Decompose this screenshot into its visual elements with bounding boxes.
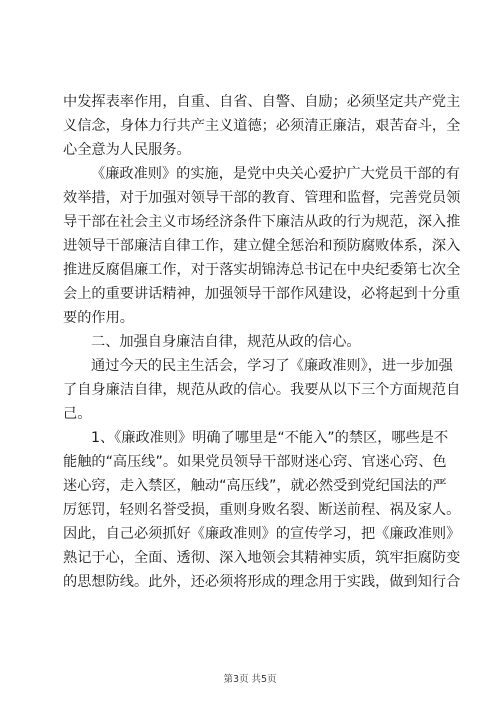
text-line: 心全意为人民服务。	[63, 142, 191, 158]
text-line: 的思想防线。此外，还必须将形成的理念用于实践，做到知行合	[63, 574, 461, 590]
text-line: 要的作用。	[63, 310, 134, 326]
text-line: 会上的重要讲话精神，加强领导干部作风建设，必将起到十分重	[63, 286, 461, 302]
text-line: 《廉政准则》的实施，是党中央关心爱护广大党员干部的有	[91, 166, 460, 182]
text-line: 因此，自己必须抓好《廉政准则》的宣传学习，把《廉政准则》	[63, 526, 461, 542]
text-line: 进领导干部廉洁自律工作，建立健全惩治和预防腐败体系，深入	[63, 238, 461, 254]
paragraph	[63, 162, 461, 330]
text-line: 二、加强自身廉洁自律，规范从政的信心。	[91, 334, 361, 350]
text-line: 己。	[63, 406, 92, 422]
text-line: 推进反腐倡廉工作，对于落实胡锦涛总书记在中央纪委第七次全	[63, 262, 461, 278]
text-line: 导干部在社会主义市场经济条件下廉洁从政的行为规范，深入推	[63, 214, 461, 230]
text-line: 通过今天的民主生活会，学习了《廉政准则》，进一步加强	[91, 358, 453, 374]
text-line: 了自身廉洁自律，规范从政的信心。我要从以下三个方面规范自	[63, 382, 461, 398]
text-line: 熟记于心，全面、透彻、深入地领会其精神实质，筑牢拒腐防变	[63, 550, 461, 566]
text-line: 中发挥表率作用，自重、自省、自警、自励；必须坚定共产党主	[63, 94, 461, 110]
text-line: 效举措，对于加强对领导干部的教育、管理和监督，完善党员领	[63, 190, 461, 206]
paragraph	[63, 426, 461, 594]
paragraph	[63, 354, 461, 426]
paragraph	[63, 330, 439, 354]
text-line: 1、《廉政准则》明确了哪里是“不能入”的禁区，哪些是不	[91, 430, 449, 446]
body-text	[63, 90, 461, 594]
text-line: 义信念，身体力行共产主义道德；必须清正廉洁，艰苦奋斗，全	[63, 118, 461, 134]
text-line: 能触的“高压线”。如果党员领导干部财迷心窍、官迷心窍、色	[63, 454, 447, 470]
paragraph	[63, 90, 461, 162]
page-footer: 第3页 共5页	[223, 674, 277, 685]
text-line: 迷心窍，走入禁区，触动“高压线”，就必然受到党纪国法的严	[63, 478, 447, 494]
text-line: 厉惩罚，轻则名誉受损，重则身败名裂、断送前程、祸及家人。	[63, 502, 461, 518]
